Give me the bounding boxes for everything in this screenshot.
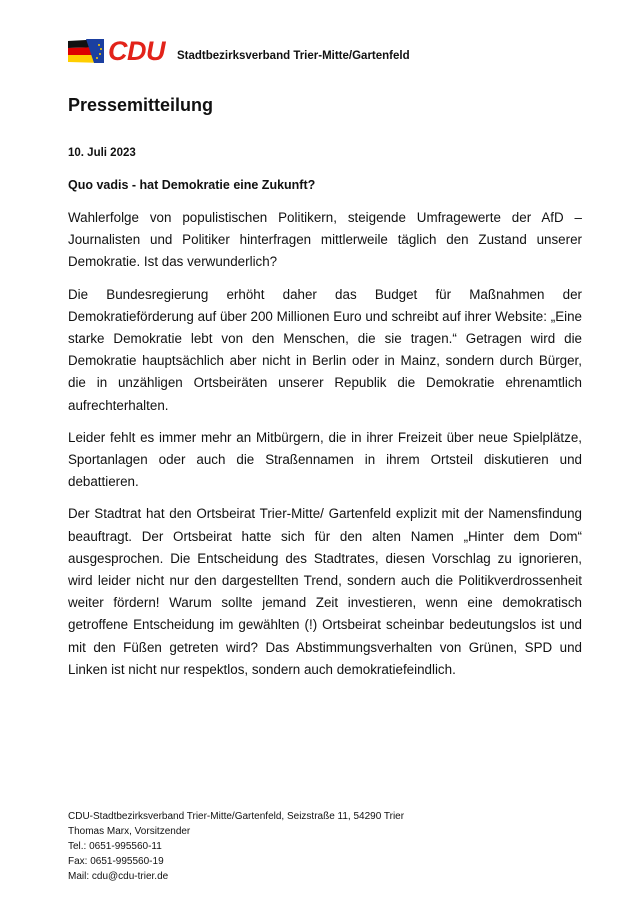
body-text bbox=[68, 207, 582, 691]
footer-fax: Fax: 0651-995560-19 bbox=[68, 856, 164, 867]
letterhead bbox=[68, 36, 410, 66]
german-flag-icon bbox=[68, 39, 104, 63]
paragraph: Die Bundesregierung erhöht daher das Budget für Maßnahmen der Demokratieförderung auf über 200 Millionen Euro und schreibt auf ihrer Website: „Eine starke Demokratie lebt von den Menschen, die sie tragen.“ Getragen wird die Demokratie hauptsächlich aber nicht in Berlin oder in Mainz, sondern durch Bürger, die in unzähligen Ortsbeiräten unserer Republik die Demokratie ehrenamtlich aufrechterhalten. bbox=[68, 286, 582, 413]
footer-contact bbox=[68, 809, 404, 884]
footer-mail: Mail: cdu@cdu-trier.de bbox=[68, 871, 169, 882]
footer-phone: Tel.: 0651-995560-11 bbox=[68, 841, 162, 852]
paragraph: Wahlerfolge von populistischen Politikern, steigende Umfragewerte der AfD – Journalisten und Politiker hinterfragen mittlerweile täglich den Zustand unserer Demokratie. Ist das verwunderlich? bbox=[68, 210, 582, 270]
footer-address: CDU-Stadtbezirksverband Trier-Mitte/Gartenfeld, Seizstraße 11, 54290 Trier bbox=[68, 811, 405, 822]
org-name: Stadtbezirksverband Trier-Mitte/Gartenfeld bbox=[177, 50, 410, 62]
headline: Quo vadis - hat Demokratie eine Zukunft? bbox=[68, 178, 316, 192]
footer-chair: Thomas Marx, Vorsitzender bbox=[68, 826, 191, 837]
paragraph: Leider fehlt es immer mehr an Mitbürgern, die in ihrer Freizeit über neue Spielplätze, Sportanlagen oder auch die Straßennamen in ihrem Ortsteil diskutieren und debattieren. bbox=[68, 429, 582, 490]
document-type-title: Pressemitteilung bbox=[68, 95, 214, 115]
release-date: 10. Juli 2023 bbox=[68, 147, 136, 159]
paragraph: Der Stadtrat hat den Ortsbeirat Trier-Mitte/ Gartenfeld explizit mit der Namensfindung beauftragt. Der Ortsbeirat hatte sich für den alten Namen „Hinter dem Dom“ ausgesprochen. Die Entscheidung des Stadtrates, diesen Vorschlag zu ignorieren, wird leider nicht nur den dargestellten Trend, sondern auch die Politikverdrossenheit weiter fördern! Warum sollte jemand Zeit investieren, wenn eine demokratisch getroffene Entscheidung im gewählten (!) Ortsbeirat scheinbar bedeutungslos ist und mit den Füßen getreten wird? Das Abstimmungsverhalten von Grünen, SPD und Linken ist nicht nur respektlos, sondern auch demokratiefeindlich. bbox=[68, 506, 582, 677]
cdu-logo: CDU bbox=[108, 35, 165, 66]
